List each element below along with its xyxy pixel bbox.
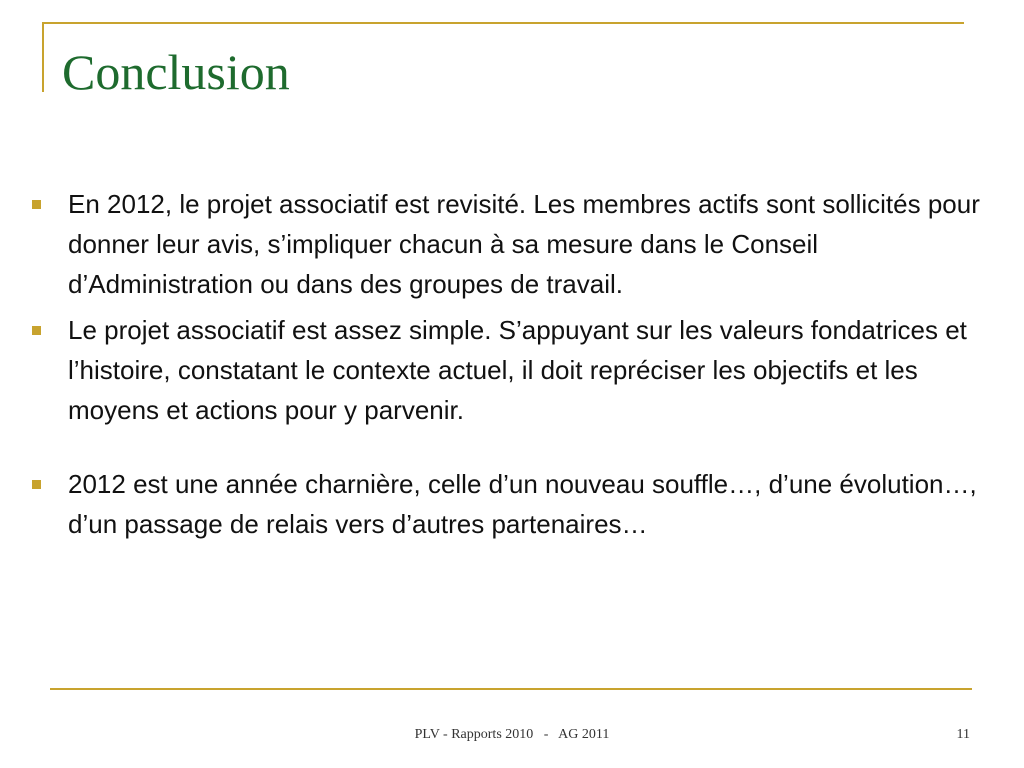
- top-rule: [42, 22, 964, 24]
- bullet-text-2: Le projet associatif est assez simple. S’appuyant sur les valeurs fondatrices et l’histoire, constatant le contexte actuel, il doit repréciser les objectifs et les moyens et actions pour y parvenir.: [68, 315, 967, 425]
- bullet-list: [30, 184, 1000, 550]
- bullet-text-1: En 2012, le projet associatif est revisité. Les membres actifs sont sollicités pour donner leur avis, s’impliquer chacun à sa mesure dans le Conseil d’Administration ou dans des groupes de travail.: [68, 189, 980, 299]
- square-bullet-icon: [32, 200, 41, 209]
- slide-number: 11: [956, 727, 970, 742]
- footer-text: PLV - Rapports 2010 - AG 2011: [414, 727, 610, 742]
- bottom-rule: [50, 688, 972, 690]
- bullet-text-3: 2012 est une année charnière, celle d’un nouveau souffle…, d’une évolution…, d’un passage de relais vers d’autres partenaires…: [68, 469, 977, 539]
- bullet-item-1: [30, 184, 1000, 304]
- bullet-item-2: [30, 310, 1000, 430]
- slide-title: Conclusion: [62, 44, 290, 100]
- bullet-item-3: [30, 464, 1000, 544]
- left-rule: [42, 22, 44, 92]
- square-bullet-icon: [32, 326, 41, 335]
- square-bullet-icon: [32, 480, 41, 489]
